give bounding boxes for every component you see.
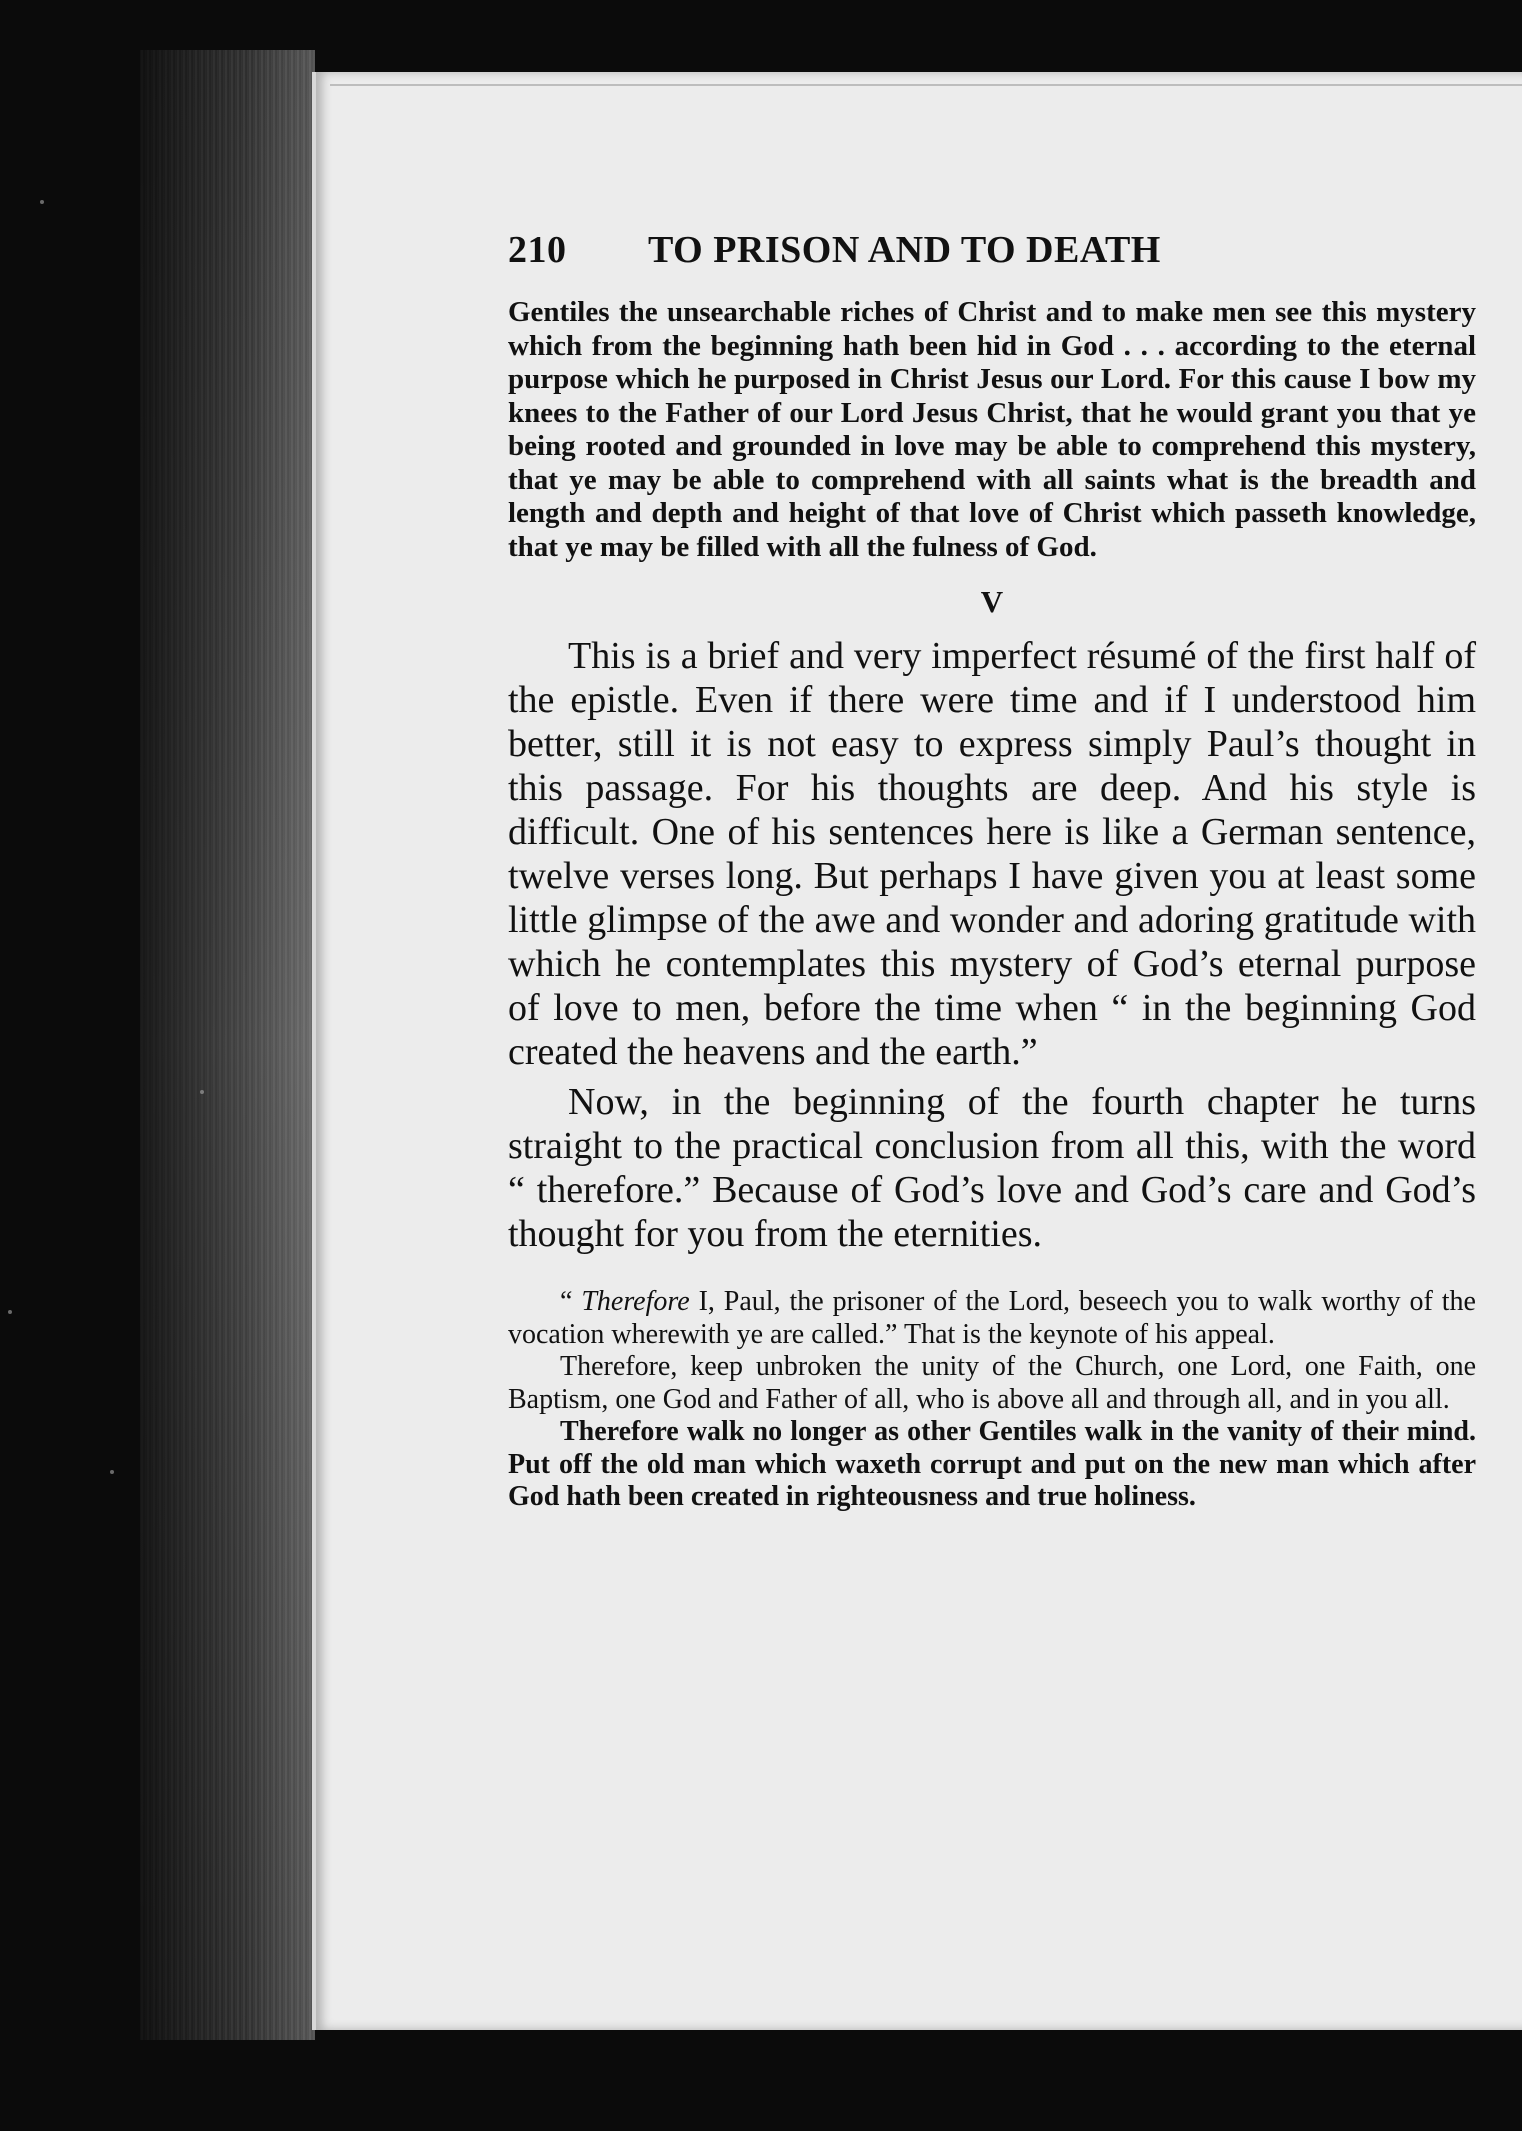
scripture-quote-block: Gentiles the unsearchable riches of Christ and to make men see this mystery which from the beginning hath been hid in God . . . according to the eternal purpose which he purposed in Christ Jesus our Lord. For this cause I bow my knees to the Father of our Lord Jesus Christ, that he would grant you that ye being rooted and grounded in love may be able to comprehend this mystery, that ye may be able to comprehend with all saints what is the breadth and length and depth and height of that love of Christ which passeth knowledge, that ye may be filled with all the fulness of God. <box>508 296 1476 563</box>
appeal-paragraph-1-text: I, Paul, the prisoner of the Lord, beseech you to walk worthy of the vocation wherewith ye are called.” That is the keynote of his appeal. <box>508 1286 1476 1350</box>
appeal-paragraph-2: Therefore, keep unbroken the unity of the Church, one Lord, one Faith, one Baptism, one God and Father of all, who is above all and through all, and in you all. <box>508 1351 1476 1415</box>
body-paragraph-1: This is a brief and very imperfect résumé of the first half of the epistle. Even if there were time and if I understood him better, still it is not easy to express simply Paul’s thought in this passage. For his thoughts are deep. And his style is difficult. One of his sentences here is like a German sentence, twelve verses long. But perhaps I have given you at least some little glimpse of the awe and wonder and adoring gratitude with which he contemplates this mystery of God’s eternal purpose of love to men, before the time when “ in the beginning God created the heavens and the earth.” <box>508 635 1476 1073</box>
running-head-title: TO PRISON AND TO DEATH <box>648 229 1161 271</box>
section-number: V <box>980 584 1004 619</box>
book-edge-shadow <box>140 50 315 2040</box>
page-top-edge-line <box>330 84 1522 86</box>
appeal-paragraph-1 <box>508 1286 1476 1351</box>
page-number: 210 <box>508 229 567 271</box>
appeal-italic-word: Therefore <box>581 1286 690 1317</box>
running-head <box>508 228 1476 288</box>
appeal-paragraph-3: Therefore walk no longer as other Gentiles walk in the vanity of their mind. Put off the old man which waxeth corrupt and put on the new man which after God hath been created in righteousness and true holiness. <box>508 1416 1476 1512</box>
appeal-block <box>508 1286 1476 1514</box>
appeal-open-quote: “ <box>560 1286 582 1317</box>
scan-speck <box>200 1090 204 1094</box>
scan-speck <box>40 200 44 204</box>
body-paragraph-2: Now, in the beginning of the fourth chapter he turns straight to the practical conclusion from all this, with the word “ therefore.” Because of God’s love and God’s care and God’s thought for you from the eternities. <box>508 1081 1476 1255</box>
page-content <box>508 228 1476 1514</box>
scan-speck <box>8 1310 12 1314</box>
scan-speck <box>110 1470 114 1474</box>
